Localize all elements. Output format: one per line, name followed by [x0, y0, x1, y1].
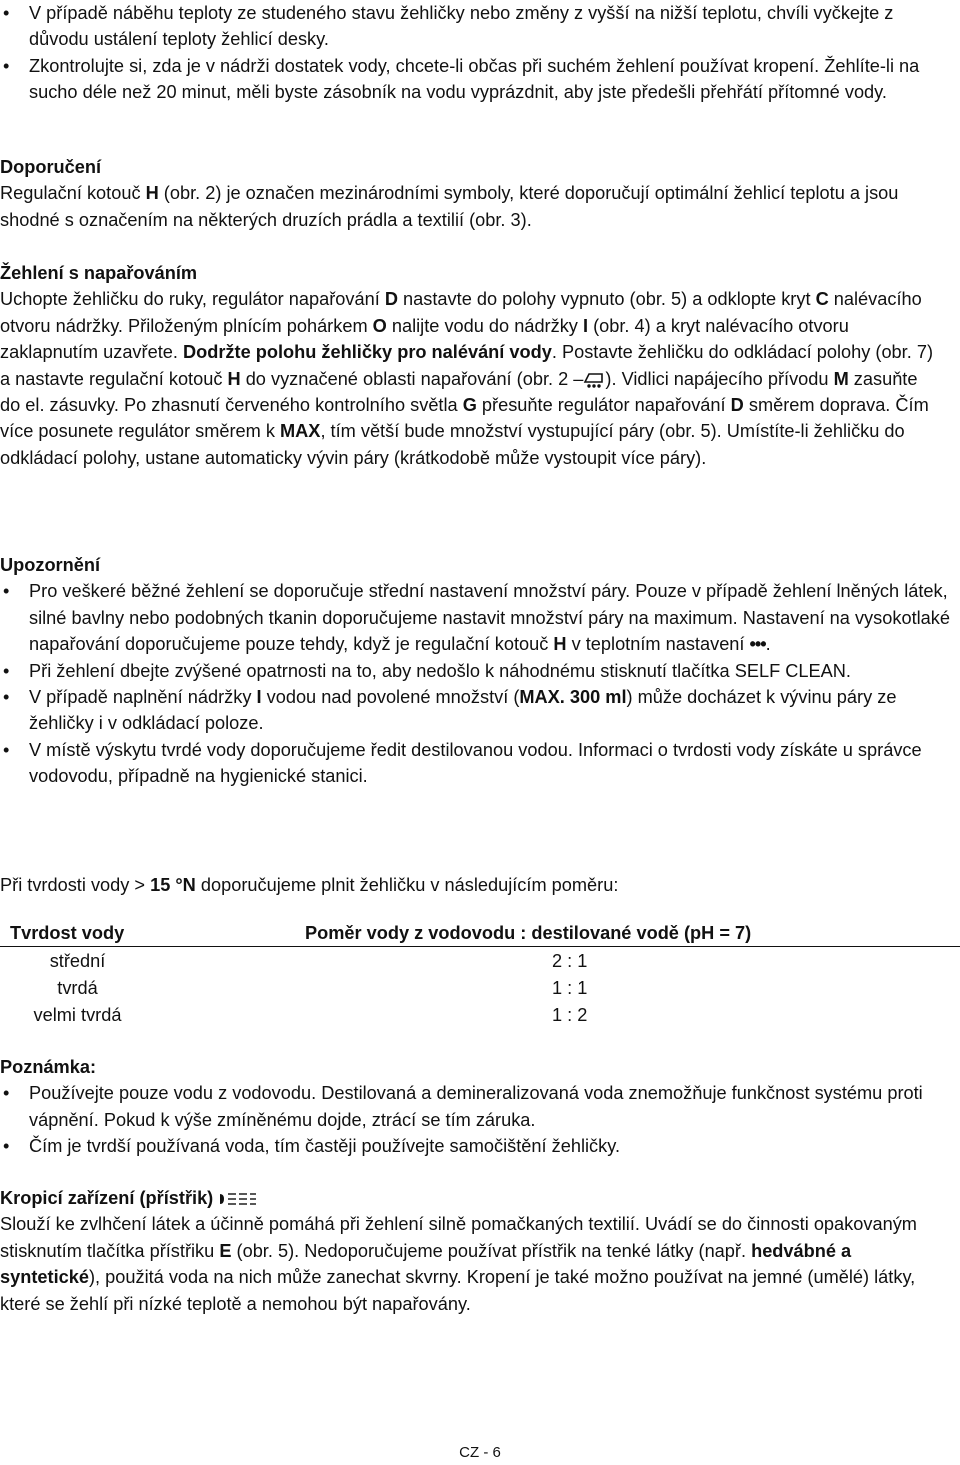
list-item: • V místě výskytu tvrdé vody doporučujeme ředit destilovanou vodou. Informaci o tvrdosti vody získáte u správce vodovodu, případně na hygienické stanici.: [0, 737, 960, 790]
steam-icon: [583, 369, 605, 389]
hardness-intro: Při tvrdosti vody > 15 °N doporučujeme plnit žehličku v následujícím poměru:: [0, 875, 619, 895]
table-cell: střední: [49, 950, 106, 971]
list-item: • Čím je tvrdší používaná voda, tím častěji používejte samočištění žehličky.: [0, 1133, 960, 1159]
table-cell: 2 : 1: [552, 950, 588, 971]
list-item: • Pro veškeré běžné žehlení se doporučuje střední nastavení množství páry. Pouze v případě žehlení lněných látek, silné bavlny nebo podobných tkanin doporučujeme nastavit množství páry na maximum. Nastavení na vysokotlaké napařování doporučujeme pouze tehdy, když je regulační kotouč H v teplotním nastavení •••.: [0, 578, 960, 657]
page-number: CZ - 6: [459, 1444, 501, 1461]
intro-bullet-list: [0, 0, 960, 106]
water-ratio-table: [0, 920, 960, 1028]
list-item: • Při žehlení dbejte zvýšené opatrnosti na to, aby nedošlo k náhodnému stisknutí tlačítka SELF CLEAN.: [0, 658, 960, 684]
section-heading: Žehlení s napařováním: [0, 263, 198, 283]
section-naparovani: [0, 260, 960, 471]
section-kropici: [0, 1185, 960, 1317]
table-header-ratio: Poměr vody z vodovodu : destilované vodě (pH = 7): [305, 923, 752, 943]
table-row: [0, 1001, 960, 1028]
table-cell: tvrdá: [57, 977, 98, 998]
section-doporuceni: [0, 154, 960, 233]
table-cell: 1 : 2: [552, 1004, 588, 1025]
table-header-row: [0, 920, 960, 947]
list-item: • V případě naplnění nádržky I vodou nad povolené množství (MAX. 300 ml) může docházet k vývinu páry ze žehličky i v odkládací poloze.: [0, 684, 960, 737]
paragraph: Uchopte žehličku do ruky, regulátor napařování D nastavte do polohy vypnuto (obr. 5) a odklopte kryt C nalévacího otvoru nádržky. Přiloženým plnícím pohárkem O nalijte vodu do nádržky I (obr. 4) a kryt nalévacího otvoru zaklapnutím uzavřete. Dodržte polohu žehličky pro nalévání vody. Postavte žehličku do odkládací polohy (obr. 7) a nastavte regulační kotouč H do vyznačené oblasti napařování (obr. 2 – ). Vidlici napájecího přívodu M zasuňte do el. zásuvky. Po zhasnutí červeného kontrolního světla G přesuňte regulátor napařování D směrem doprava. Čím více posunete regulátor směrem k MAX, tím větší bude množství vystupující páry (obr. 5). Umístíte-li žehličku do odkládací polohy, ustane automaticky vývin páry (krátkodobě může vystoupit více páry).: [0, 289, 934, 468]
paragraph: Regulační kotouč H (obr. 2) je označen mezinárodními symboly, které doporučují optimální žehlicí teplotu a jsou shodné s označením na některých druzích prádla a textilií (obr. 3).: [0, 183, 899, 230]
table-row: [0, 947, 960, 975]
temperature-dots-icon: •••: [749, 634, 766, 655]
section-heading: Doporučení: [0, 157, 102, 177]
table-row: [0, 974, 960, 1001]
list-item: • Používejte pouze vodu z vodovodu. Destilovaná a demineralizovaná voda znemožňuje funkčnost systému proti vápnění. Pokud k výše zmíněnému dojde, ztrácí se tím záruka.: [0, 1080, 960, 1133]
section-heading: Kropicí zařízení (přístřik): [0, 1185, 960, 1211]
section-heading: Poznámka:: [0, 1057, 97, 1077]
table-header-hardness: Tvrdost vody: [10, 923, 125, 943]
section-upozorneni: [0, 552, 960, 790]
section-heading: Upozornění: [0, 555, 101, 575]
table-cell: 1 : 1: [552, 977, 588, 998]
list-item: • V případě náběhu teploty ze studeného stavu žehličky nebo změny z vyšší na nižší teplotu, chvíli vyčkejte z důvodu ustálení teploty žehlicí desky.: [0, 0, 960, 53]
note-bullet-list: [0, 1080, 960, 1159]
warning-bullet-list: [0, 578, 960, 789]
section-poznamka: [0, 1054, 960, 1160]
table-cell: velmi tvrdá: [33, 1004, 122, 1025]
list-item: • Zkontrolujte si, zda je v nádrži dostatek vody, chcete-li občas při suchém žehlení používat kropení. Žehlíte-li na sucho déle než 20 minut, měli byste zásobník na vodu vyprázdnit, aby jste předešli přehřátí přítomné vody.: [0, 53, 960, 106]
paragraph: Slouží ke zvlhčení látek a účinně pomáhá při žehlení silně pomačkaných textilií. Uvádí se do činnosti opakovaným stisknutím tlačítka přístřiku E (obr. 5). Nedoporučujeme používat přístřik na tenké látky (např. hedvábné a syntetické), použitá voda na nich může zanechat skvrny. Kropení je také možno používat na jemné (umělé) látky, které se žehlí při nízké teplotě a nemohou být napařovány.: [0, 1214, 917, 1314]
spray-icon: [218, 1188, 258, 1208]
